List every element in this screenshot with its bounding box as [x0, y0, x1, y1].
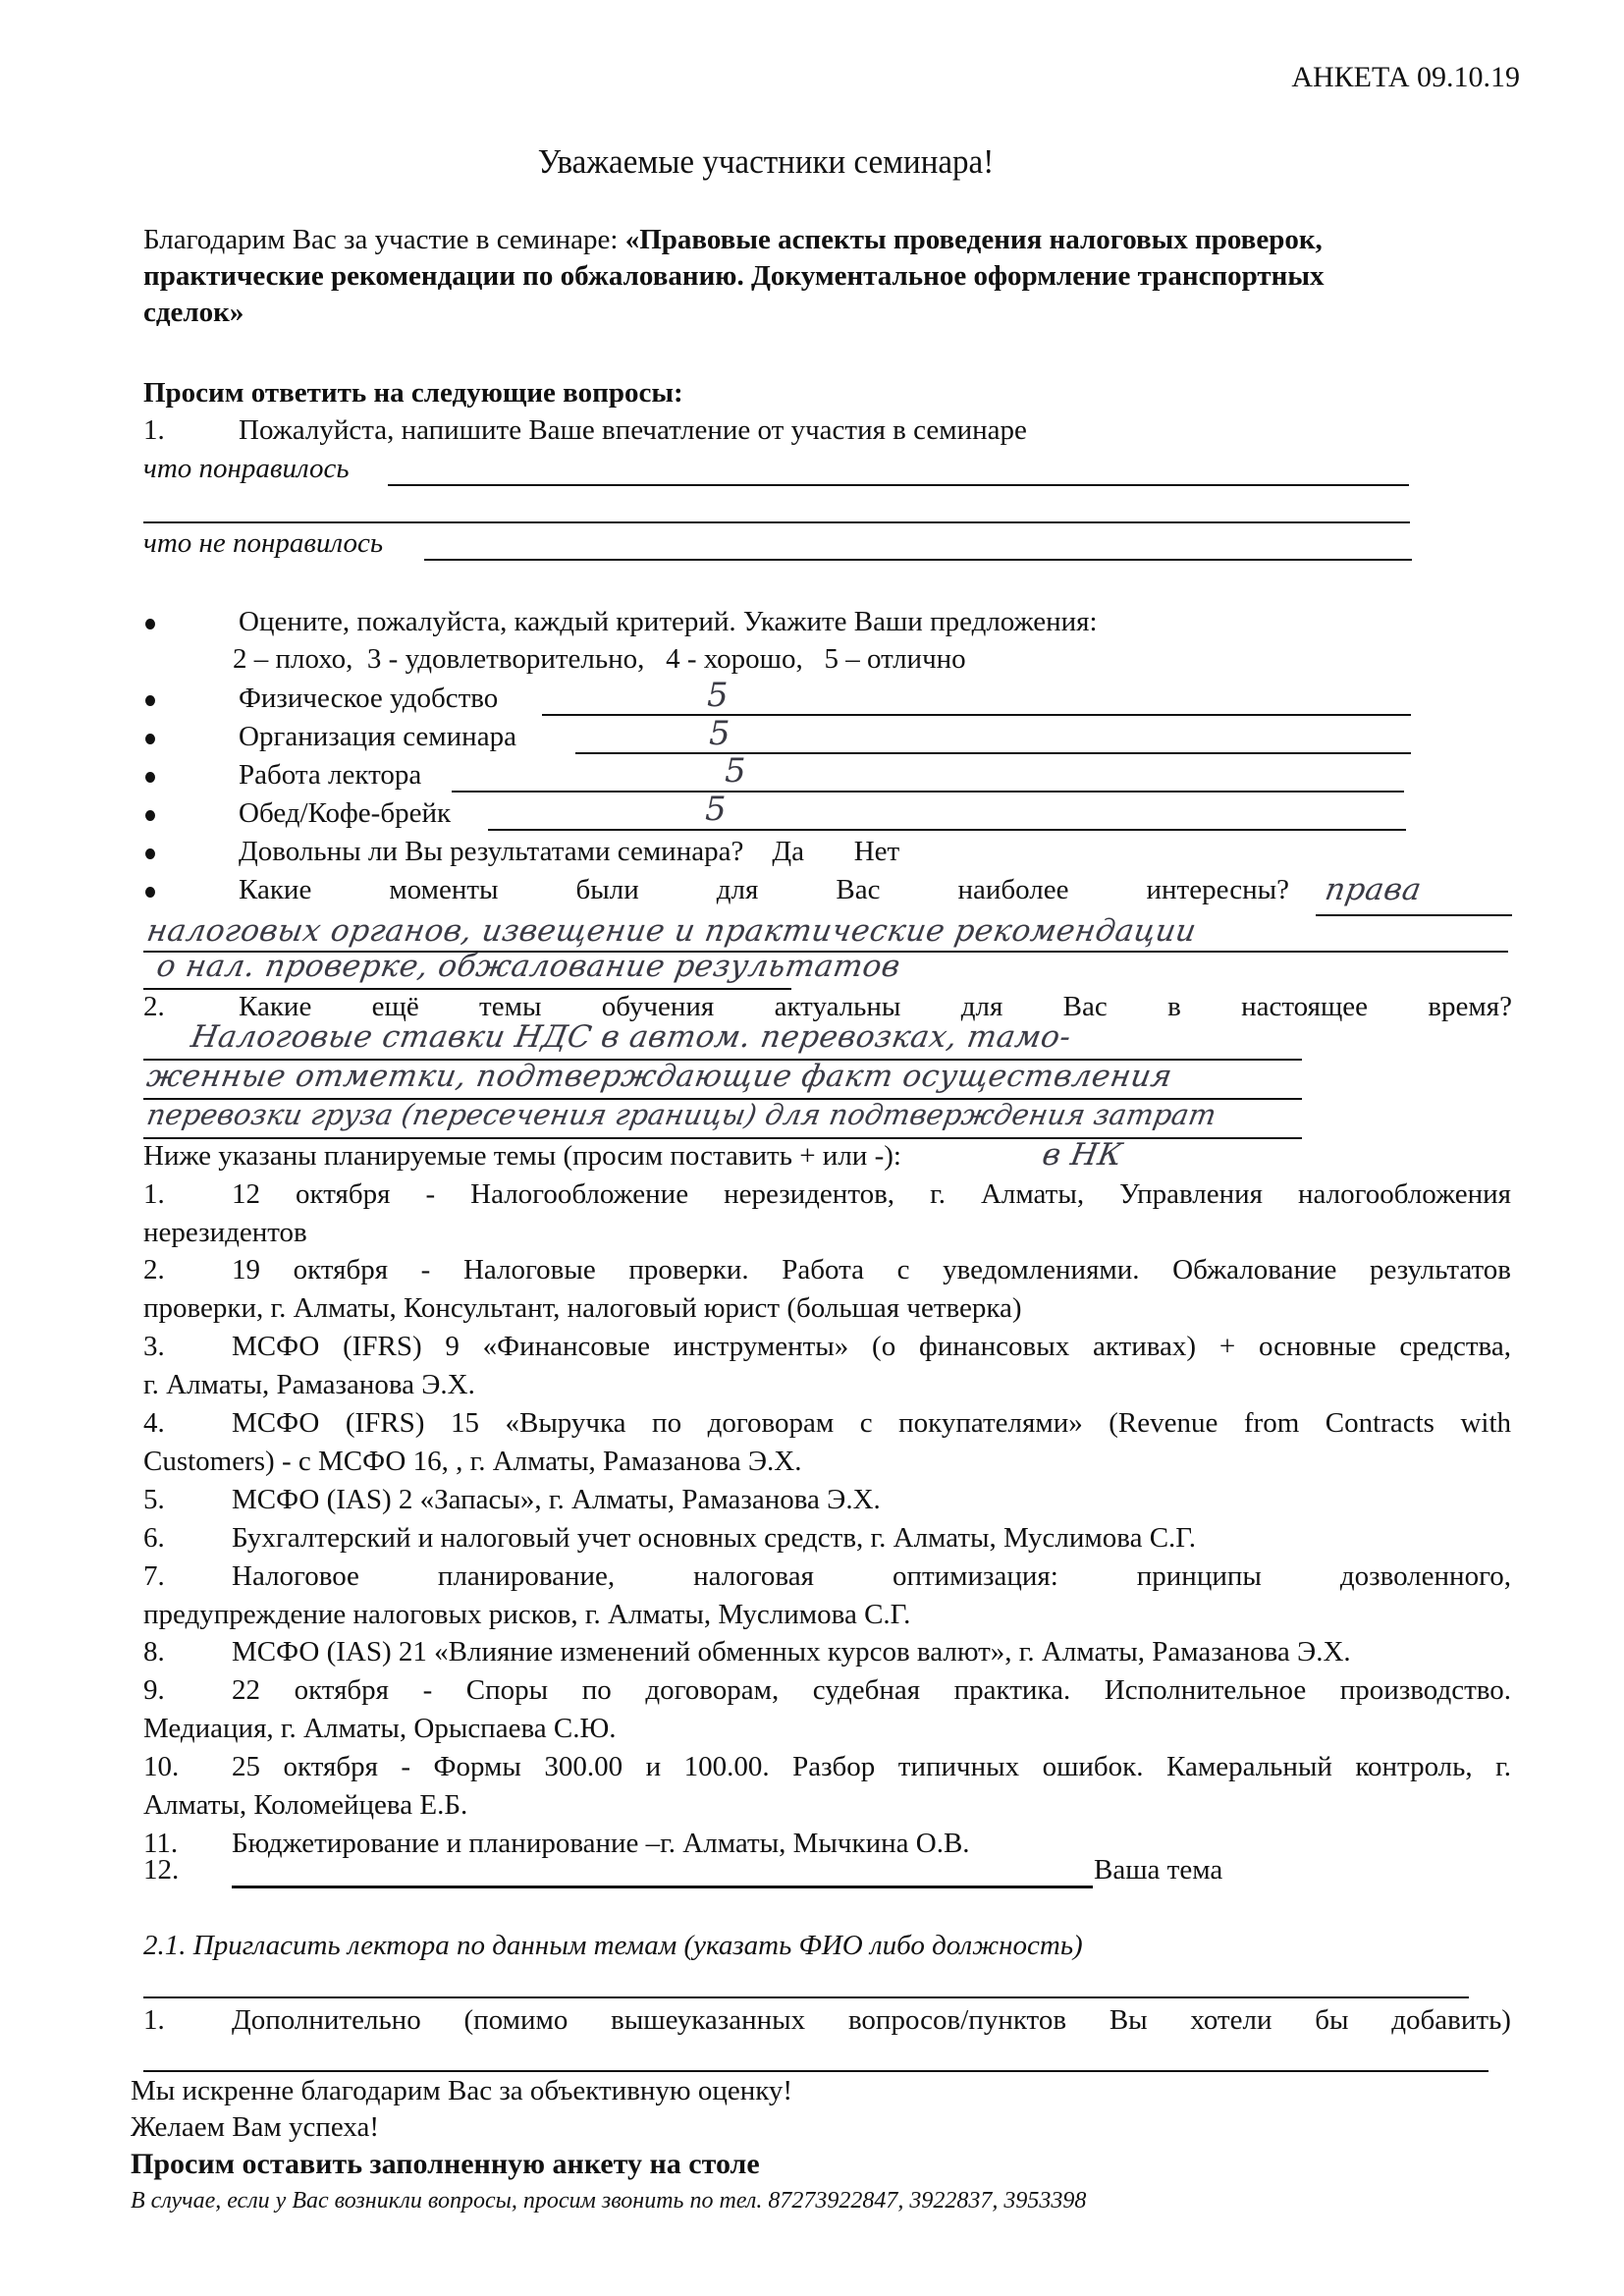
topic-line[interactable]: 25 октября - Формы 300.00 и 100.00. Разбор типичных ошибок. Камеральный контроль, г. — [232, 1751, 1511, 1782]
thanks-paragraph — [143, 222, 1513, 331]
criterion-score[interactable]: 5 — [707, 676, 729, 715]
q2-number: 2. — [143, 991, 165, 1022]
word: Какие — [239, 991, 312, 1022]
seminar-title-line1: «Правовые аспекты проведения налоговых проверок, — [624, 224, 1323, 255]
satisfied-question — [239, 835, 899, 868]
criterion-label: Физическое удобство — [239, 683, 499, 714]
word: хотели — [1190, 2004, 1272, 2036]
word: в — [1167, 991, 1181, 1022]
q2-answer-line[interactable]: женные отметки, подтверждающие факт осуществления — [143, 1059, 1175, 1094]
topic-line-continued: проверки, г. Алматы, Консультант, налоговый юрист (большая четверка) — [143, 1292, 1022, 1324]
topic-line-continued: предупреждение налоговых рисков, г. Алматы, Муслимова С.Г. — [143, 1599, 911, 1630]
scale-4: 4 - хорошо, — [666, 643, 803, 675]
topic-line[interactable]: МСФО (IAS) 21 «Влияние изменений обменных курсов валют», г. Алматы, Рамазанова Э.Х. — [232, 1636, 1351, 1667]
rating-scale — [233, 642, 966, 676]
criterion-field-line[interactable] — [488, 829, 1406, 831]
q1-text: Пожалуйста, напишите Ваше впечатление от участия в семинаре — [239, 414, 1027, 446]
topic-line-continued: г. Алматы, Рамазанова Э.Х. — [143, 1369, 475, 1400]
satisfied-question-text: Довольны ли Вы результатами семинара? — [239, 836, 744, 867]
word: Вы — [1109, 2004, 1148, 2036]
word: Вас — [1062, 991, 1108, 1022]
topic-line[interactable]: 22 октября - Споры по договорам, судебная практика. Исполнительное производство. — [232, 1674, 1511, 1706]
topic-number: 8. — [143, 1636, 165, 1667]
rate-instruction: Оцените, пожалуйста, каждый критерий. Укажите Ваши предложения: — [239, 606, 1098, 637]
thanks-intro: Благодарим Вас за участие в семинаре: — [143, 224, 625, 255]
scale-5: 5 – отлично — [824, 643, 966, 675]
topics-intro: Ниже указаны планируемые темы (просим поставить + или -): — [143, 1140, 901, 1172]
footer-thanks: Мы искренне благодарим Вас за объективную оценку! — [131, 2075, 793, 2106]
interesting-question — [239, 873, 1289, 906]
criterion-field-line[interactable] — [542, 714, 1411, 716]
interesting-field-line[interactable] — [1316, 914, 1512, 916]
word: моменты — [389, 874, 499, 905]
custom-topic-field-line[interactable] — [232, 1886, 1093, 1888]
word: ещё — [371, 991, 419, 1022]
topic-number: 10. — [143, 1751, 180, 1782]
topic-number: 3. — [143, 1331, 165, 1362]
q2-answer-line[interactable]: перевозки груза (пересечения границы) для подтверждения затрат — [144, 1098, 1219, 1131]
word: время? — [1428, 991, 1512, 1022]
topic-line[interactable]: Бухгалтерский и налоговый учет основных средств, г. Алматы, Муслимова С.Г. — [232, 1522, 1197, 1554]
interesting-answer-line[interactable]: о нал. проверке, обжалование результатов — [153, 949, 903, 984]
q2-answer-line[interactable]: в НК — [1039, 1137, 1126, 1173]
topic-line-continued: Алматы, Коломейцева Е.Б. — [143, 1789, 468, 1821]
word: настоящее — [1241, 991, 1369, 1022]
form-id: АНКЕТА 09.10.19 — [1291, 61, 1520, 93]
topic-line[interactable]: 19 октября - Налоговые проверки. Работа с уведомлениями. Обжалование результатов — [232, 1254, 1511, 1285]
bullet-icon — [145, 619, 155, 629]
satisfied-yes-option[interactable]: Да — [772, 836, 804, 867]
topic-number: 6. — [143, 1522, 165, 1554]
word: для — [960, 991, 1003, 1022]
topic-line-continued: Медиация, г. Алматы, Орыспаева С.Ю. — [143, 1713, 617, 1744]
word: для — [716, 874, 759, 905]
footer-leave-form: Просим оставить заполненную анкету на столе — [131, 2148, 760, 2180]
word: Дополнительно — [232, 2004, 421, 2036]
bullet-icon — [145, 734, 155, 744]
custom-topic-label: Ваша тема — [1094, 1854, 1223, 1886]
seminar-title-line2: практические рекомендации по обжалованию. Документальное оформление транспортных — [143, 260, 1325, 292]
topic-line-continued: Customers) - с МСФО 16, , г. Алматы, Рамазанова Э.Х. — [143, 1446, 802, 1477]
bullet-icon — [145, 810, 155, 821]
criterion-field-line[interactable] — [452, 791, 1404, 793]
criterion-score[interactable]: 5 — [725, 751, 746, 791]
word: (помимо — [463, 2004, 568, 2036]
questions-heading: Просим ответить на следующие вопросы: — [143, 377, 683, 409]
scale-3: 3 - удовлетворительно, — [366, 643, 645, 675]
q2-question — [239, 990, 1512, 1023]
seminar-title-line3: сделок» — [143, 297, 244, 328]
word: Какие — [239, 874, 312, 905]
bullet-icon — [145, 848, 155, 859]
word: наиболее — [957, 874, 1069, 905]
bullet-icon — [145, 772, 155, 783]
word: были — [575, 874, 639, 905]
topic-line-continued: нерезидентов — [143, 1217, 307, 1248]
word: темы — [479, 991, 542, 1022]
liked-extra-line[interactable] — [143, 521, 1410, 523]
topic-line[interactable]: Налоговое планирование, налоговая оптимизация: принципы дозволенного, — [232, 1560, 1511, 1592]
additional-number: 1. — [143, 2004, 165, 2036]
word: вышеуказанных — [611, 2004, 806, 2036]
topic-number: 9. — [143, 1674, 165, 1706]
word: вопросов/пунктов — [847, 2004, 1067, 2036]
topic-line[interactable]: МСФО (IFRS) 9 «Финансовые инструменты» (о финансовых активах) + основные средства, — [232, 1331, 1511, 1362]
interesting-answer-line[interactable]: права — [1322, 872, 1425, 907]
criterion-score[interactable]: 5 — [709, 714, 731, 753]
word: обучения — [601, 991, 715, 1022]
interesting-answer-line[interactable]: налоговых органов, извещение и практические рекомендации — [143, 913, 1200, 949]
disliked-label: что не понравилось — [143, 527, 384, 559]
invite-lecturer-label: 2.1. Пригласить лектора по данным темам (указать ФИО либо должность) — [143, 1930, 1083, 1961]
word: Вас — [836, 874, 881, 905]
liked-label: что понравилось — [143, 453, 350, 484]
bullet-icon — [145, 695, 155, 706]
criterion-score[interactable]: 5 — [705, 790, 727, 829]
q1-number: 1. — [143, 414, 165, 446]
page-title: Уважаемые участники семинара! — [537, 142, 995, 181]
scale-2: 2 – плохо, — [233, 643, 353, 675]
disliked-field-line[interactable] — [424, 559, 1412, 561]
criterion-label: Организация семинара — [239, 721, 516, 752]
topic-line[interactable]: МСФО (IFRS) 15 «Выручка по договорам с покупателями» (Revenue from Contracts with — [232, 1407, 1511, 1439]
topic-line[interactable]: 12 октября - Налогообложение нерезидентов, г. Алматы, Управления налогообложения — [232, 1178, 1511, 1210]
topic-number: 5. — [143, 1484, 165, 1515]
topic-number: 7. — [143, 1560, 165, 1592]
word: интересны? — [1146, 874, 1289, 905]
additional-field-line[interactable] — [143, 2070, 1489, 2072]
footer-contact: В случае, если у Вас возникли вопросы, просим звонить по тел. 87273922847, 3922837, 3953398 — [131, 2188, 1087, 2214]
q2-answer-line[interactable]: Налоговые ставки НДС в автом. перевозках, тамо- — [188, 1019, 1074, 1055]
bullet-icon — [145, 887, 155, 898]
criterion-field-line[interactable] — [575, 752, 1411, 754]
topic-line[interactable]: МСФО (IAS) 2 «Запасы», г. Алматы, Рамазанова Э.Х. — [232, 1484, 881, 1515]
word: актуальны — [774, 991, 901, 1022]
word: добавить) — [1391, 2004, 1511, 2036]
satisfied-no-option[interactable]: Нет — [853, 836, 900, 867]
topic-number: 4. — [143, 1407, 165, 1439]
liked-field-line[interactable] — [388, 484, 1409, 486]
topic-number: 2. — [143, 1254, 165, 1285]
footer-wish: Желаем Вам успеха! — [131, 2111, 380, 2143]
custom-topic-number: 12. — [143, 1854, 180, 1886]
topic-line[interactable]: Бюджетирование и планирование –г. Алматы, Мычкина О.В. — [232, 1828, 970, 1859]
topic-number: 1. — [143, 1178, 165, 1210]
criterion-label: Работа лектора — [239, 759, 422, 791]
invite-field-line[interactable] — [143, 1996, 1469, 1998]
additional-question — [232, 2003, 1511, 2037]
criterion-label: Обед/Кофе-брейк — [239, 797, 452, 829]
word: бы — [1315, 2004, 1349, 2036]
topic-number: 11. — [143, 1828, 179, 1859]
